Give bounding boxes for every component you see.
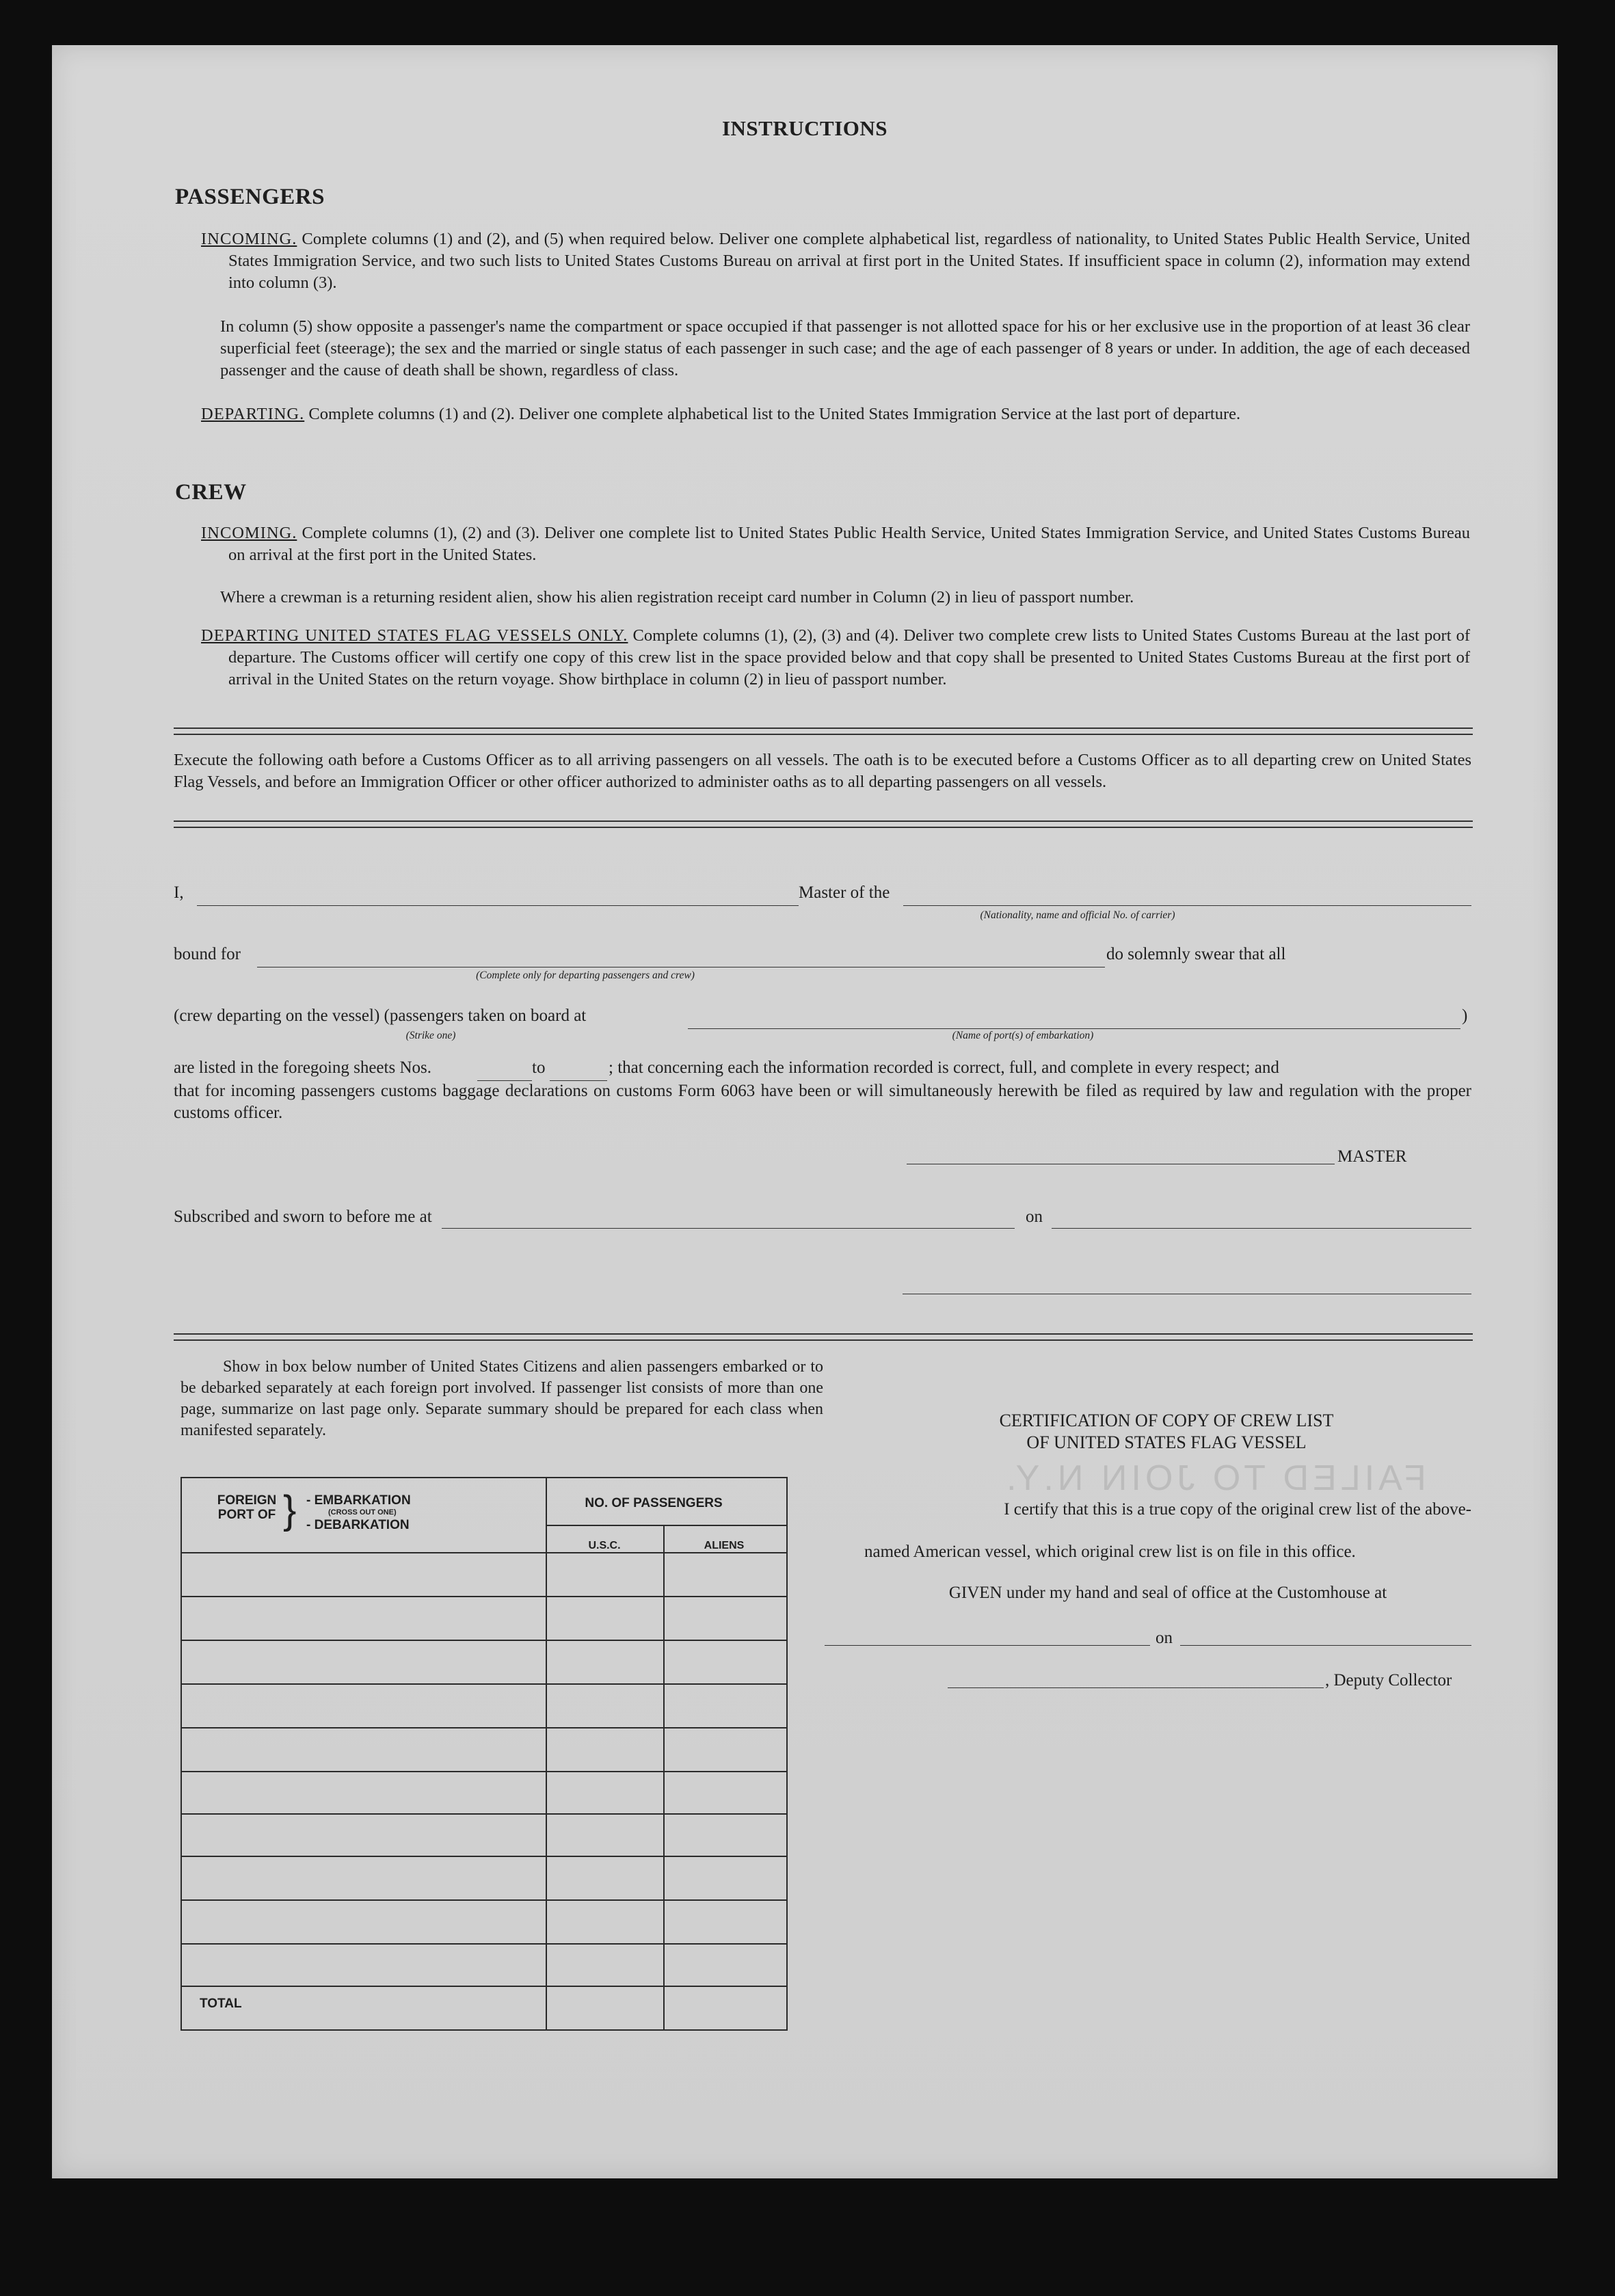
passengers-departing-lead: DEPARTING. bbox=[201, 405, 305, 423]
table-row-line bbox=[182, 1813, 786, 1815]
carrier-field[interactable] bbox=[903, 886, 1471, 906]
master-name-field[interactable] bbox=[197, 886, 799, 906]
document-page bbox=[52, 45, 1558, 2178]
table-row-line bbox=[182, 1856, 786, 1857]
bound-for-field[interactable] bbox=[257, 948, 1105, 967]
aliens-header: ALIENS bbox=[704, 1540, 745, 1551]
table-row-line bbox=[182, 1640, 786, 1641]
no-of-passengers-header: NO. OF PASSENGERS bbox=[585, 1496, 723, 1510]
certification-title bbox=[859, 1410, 1474, 1454]
deputy-collector-label: , Deputy Collector bbox=[1325, 1671, 1452, 1690]
passenger-summary-table bbox=[181, 1477, 788, 2031]
nationality-caption: (Nationality, name and official No. of carrier) bbox=[980, 909, 1175, 921]
embarkation-label: - EMBARKATION bbox=[306, 1493, 411, 1508]
section-divider bbox=[174, 727, 1473, 735]
crew-heading: CREW bbox=[175, 480, 247, 505]
passengers-departing-paragraph bbox=[201, 403, 1470, 425]
usc-header: U.S.C. bbox=[588, 1540, 621, 1551]
strike-one-caption: (Strike one) bbox=[405, 1030, 456, 1041]
crew-departing-paragraph bbox=[201, 625, 1470, 691]
sworn-on-label: on bbox=[1026, 1207, 1043, 1226]
passengers-departing-text: Complete columns (1) and (2). Deliver one complete alphabetical list to the United States Immigration Service at the last port of departure. bbox=[308, 405, 1241, 423]
summary-instructions: Show in box below number of United States Citizens and alien passengers embarked or to be debarked separately at each foreign port involved. If passenger list consists of more than one page, summarize on last page only. Separate summary should be prepared for each class when manifested separately. bbox=[181, 1358, 823, 1439]
page-title: INSTRUCTIONS bbox=[721, 116, 887, 140]
certify-text-b: named American vessel, which original crew list is on file in this office. bbox=[864, 1543, 1356, 1561]
given-text: GIVEN under my hand and seal of office at the Customhouse at bbox=[948, 1584, 1387, 1602]
master-of-label: Master of the bbox=[799, 883, 890, 902]
table-row-line bbox=[182, 1771, 786, 1772]
passengers-incoming-text: Complete columns (1) and (2), and (5) when required below. Deliver one complete alphabetical list, regardless of nationality, to United States Public Health Service, United States Immigration Service, and two such lists to United States Customs Bureau on arrival at first port in the United States. If insufficient space in column (2), information may extend into column (3). bbox=[228, 230, 1471, 292]
customhouse-field[interactable] bbox=[825, 1626, 1150, 1646]
certification-title-line2: OF UNITED STATES FLAG VESSEL bbox=[1026, 1432, 1307, 1452]
debarkation-label: - DEBARKATION bbox=[306, 1518, 410, 1532]
master-label: MASTER bbox=[1337, 1147, 1407, 1166]
sworn-place-field[interactable] bbox=[442, 1209, 1015, 1229]
sworn-date-field[interactable] bbox=[1052, 1209, 1471, 1229]
crew-incoming-lead: INCOMING. bbox=[201, 524, 297, 542]
crew-departing-text: Complete columns (1), (2), (3) and (4). Deliver two complete crew lists to United States Customs Bureau at the last port of departure. The Customs officer will certify one copy of this crew list in the space provided below and that copy shall be presented to United States Customs Bureau at the first port of arrival in the United States on the return voyage. Show birthplace in column (2) in lieu of passport number. bbox=[228, 626, 1470, 689]
subscribed-label: Subscribed and sworn to before me at bbox=[174, 1207, 432, 1226]
passengers-column5-paragraph: In column (5) show opposite a passenger's name the compartment or space occupied if that passenger is not allotted space for his or her exclusive use in the proportion of at least 36 clear superficial feet (steerage); the sex and the married or single status of each passenger in such case; and the age of each passenger of 8 years or under. In addition, the age of each deceased passenger and the cause of death shall be shown, regardless of class. bbox=[220, 317, 1470, 379]
swear-text: do solemnly swear that all bbox=[1106, 945, 1286, 963]
cross-out-label: (CROSS OUT ONE) bbox=[328, 1508, 397, 1517]
crew-departing-text: (crew departing on the vessel) (passengers taken on board at bbox=[174, 1006, 587, 1025]
crew-departing-lead: DEPARTING UNITED STATES FLAG VESSELS ONLY. bbox=[201, 626, 628, 645]
table-row-line bbox=[182, 1943, 786, 1945]
table-column-divider bbox=[663, 1525, 665, 2029]
crew-resident-alien-paragraph: Where a crewman is a returning resident alien, show his alien registration receipt card number in Column (2) in lieu of passport number. bbox=[220, 588, 1134, 606]
deputy-signature-field[interactable] bbox=[948, 1668, 1324, 1688]
ports-field[interactable] bbox=[688, 1009, 1460, 1029]
crew-incoming-text: Complete columns (1), (2) and (3). Deliver one complete list to United States Public Health Service, United States Immigration Service, and United States Customs Bureau on arrival at the first port in the United States. bbox=[228, 524, 1471, 564]
table-row-line bbox=[182, 1683, 786, 1685]
bound-caption: (Complete only for departing passengers and crew) bbox=[476, 970, 695, 981]
table-row-line bbox=[182, 1899, 786, 1901]
table-row-line bbox=[182, 1552, 786, 1553]
ports-caption: (Name of port(s) of embarkation) bbox=[952, 1030, 1094, 1041]
table-header-divider bbox=[546, 1525, 786, 1526]
officer-signature-field[interactable] bbox=[903, 1274, 1471, 1294]
certify-text-a: I certify that this is a true copy of the original crew list of the above- bbox=[1004, 1500, 1471, 1519]
table-row-line bbox=[182, 1986, 786, 1987]
listed-to: to bbox=[532, 1058, 546, 1077]
table-column-divider bbox=[546, 1478, 547, 2029]
sheet-to-field[interactable] bbox=[550, 1061, 607, 1081]
bound-for-label: bound for bbox=[174, 945, 241, 963]
passengers-incoming-paragraph bbox=[201, 228, 1470, 294]
table-row-line bbox=[182, 1596, 786, 1597]
cert-date-field[interactable] bbox=[1180, 1626, 1471, 1646]
listed-text-c: that for incoming passengers customs baggage declarations on customs Form 6063 have been or will simultaneously herewith be filed as required by law and regulation with the proper customs officer. bbox=[174, 1082, 1471, 1122]
crew-incoming-paragraph bbox=[201, 522, 1470, 566]
total-label: TOTAL bbox=[200, 1997, 242, 2011]
close-paren: ) bbox=[1462, 1006, 1468, 1025]
table-row-line bbox=[182, 1727, 786, 1728]
passengers-incoming-lead: INCOMING. bbox=[201, 230, 297, 248]
failed-to-join-stamp: FAILED TO JOIN N.Y. bbox=[1002, 1458, 1426, 1498]
brace-icon: } bbox=[283, 1488, 297, 1532]
listed-text-b: ; that concerning each the information recorded is correct, full, and complete in every respect; and bbox=[609, 1058, 1279, 1077]
master-signature-field[interactable] bbox=[907, 1145, 1335, 1164]
section-divider bbox=[174, 820, 1473, 828]
oath-i-label: I, bbox=[174, 883, 184, 902]
oath-instructions: Execute the following oath before a Customs Officer as to all arriving passengers on all vessels. The oath is to be executed before a Customs Officer as to all departing crew on United States Flag Vessels, and before an Immigration Officer or other officer authorized to administer oaths as to all departing passengers on all vessels. bbox=[174, 751, 1471, 791]
cert-on-label: on bbox=[1156, 1629, 1173, 1647]
foreign-port-header: FOREIGN PORT OF bbox=[217, 1493, 277, 1522]
listed-text-a: are listed in the foregoing sheets Nos. bbox=[174, 1058, 431, 1077]
passengers-heading: PASSENGERS bbox=[175, 185, 325, 209]
certification-title-line1: CERTIFICATION OF COPY OF CREW LIST bbox=[999, 1411, 1334, 1430]
section-divider bbox=[174, 1333, 1473, 1341]
sheet-from-field[interactable] bbox=[477, 1061, 532, 1081]
